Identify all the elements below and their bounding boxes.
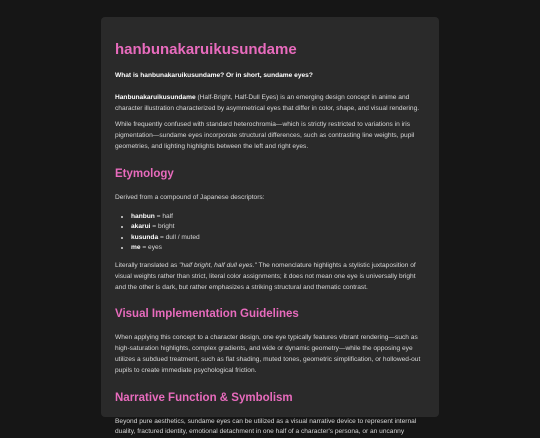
list-item-word: me: [131, 244, 141, 252]
list-item-meaning: = dull / muted: [158, 233, 200, 241]
list-item-meaning: = bright: [150, 223, 175, 231]
list-item: [131, 233, 425, 244]
list-item-word: hanbun: [131, 212, 155, 220]
guidelines-paragraph: When applying this concept to a character design, one eye typically features vibrant rendering—such as high-saturation highlights, complex gradients, and wide or dynamic geometry—while the opposing eye utilizes a subdued treatment, such as flat shading, muted tones, geometric simplification, or hollowed-out pupils to create immediate psychological friction.: [115, 334, 421, 374]
list-item: [131, 212, 425, 223]
etymology-lead: Derived from a compound of Japanese descriptors:: [115, 193, 265, 201]
narrative-paragraph: Beyond pure aesthetics, sundame eyes can be utilized as a visual narrative device to represent internal duality, fractured identity, emotional detachment in one half of a character's persona, or an uncanny: [115, 417, 417, 436]
narrative-heading: Narrative Function & Symbolism: [115, 391, 293, 404]
etymology-heading: Etymology: [115, 167, 174, 180]
intro-term: Hanbunakaruikusundame: [115, 93, 196, 101]
translation-pre: Literally translated as: [115, 261, 180, 269]
article-card: [101, 17, 439, 436]
lead-question: What is hanbunakaruikusundame? Or in short, sundame eyes?: [115, 72, 313, 79]
translation-post: The nomenclature highlights a stylistic juxtaposition of visual weights rather than strict, literal color assignments; it does not mean one eye is universally bright and the other is dark, but rather emphasizes a striking structural and thematic contrast.: [115, 261, 416, 291]
intro-paragraph: [115, 93, 425, 115]
translation-paragraph: [115, 261, 425, 293]
list-item-meaning: = eyes: [140, 244, 162, 252]
guidelines-heading: Visual Implementation Guidelines: [115, 308, 299, 321]
list-item-meaning: = half: [154, 212, 173, 220]
translation-quote: "half bright, half dull eyes.": [179, 261, 257, 269]
confusion-paragraph: While frequently confused with standard heterochromia—which is strictly restricted to variations in iris pigmentation—sundame eyes incorporate structural differences, such as contrasting line weights, pupil geometries, and lighting highlights between the left and right eyes.: [115, 121, 415, 150]
list-item-word: kusunda: [131, 233, 159, 241]
page-title: hanbunakaruikusundame: [115, 41, 297, 58]
list-item-word: akarui: [131, 223, 151, 231]
etymology-list: [115, 212, 425, 254]
list-item: [131, 243, 425, 254]
intro-text: (Half-Bright, Half-Dull Eyes) is an emerging design concept in anime and character illustration characterized by asymmetrical eyes that differ in color, shape, and visual rendering.: [115, 93, 420, 112]
list-item: [131, 222, 425, 233]
